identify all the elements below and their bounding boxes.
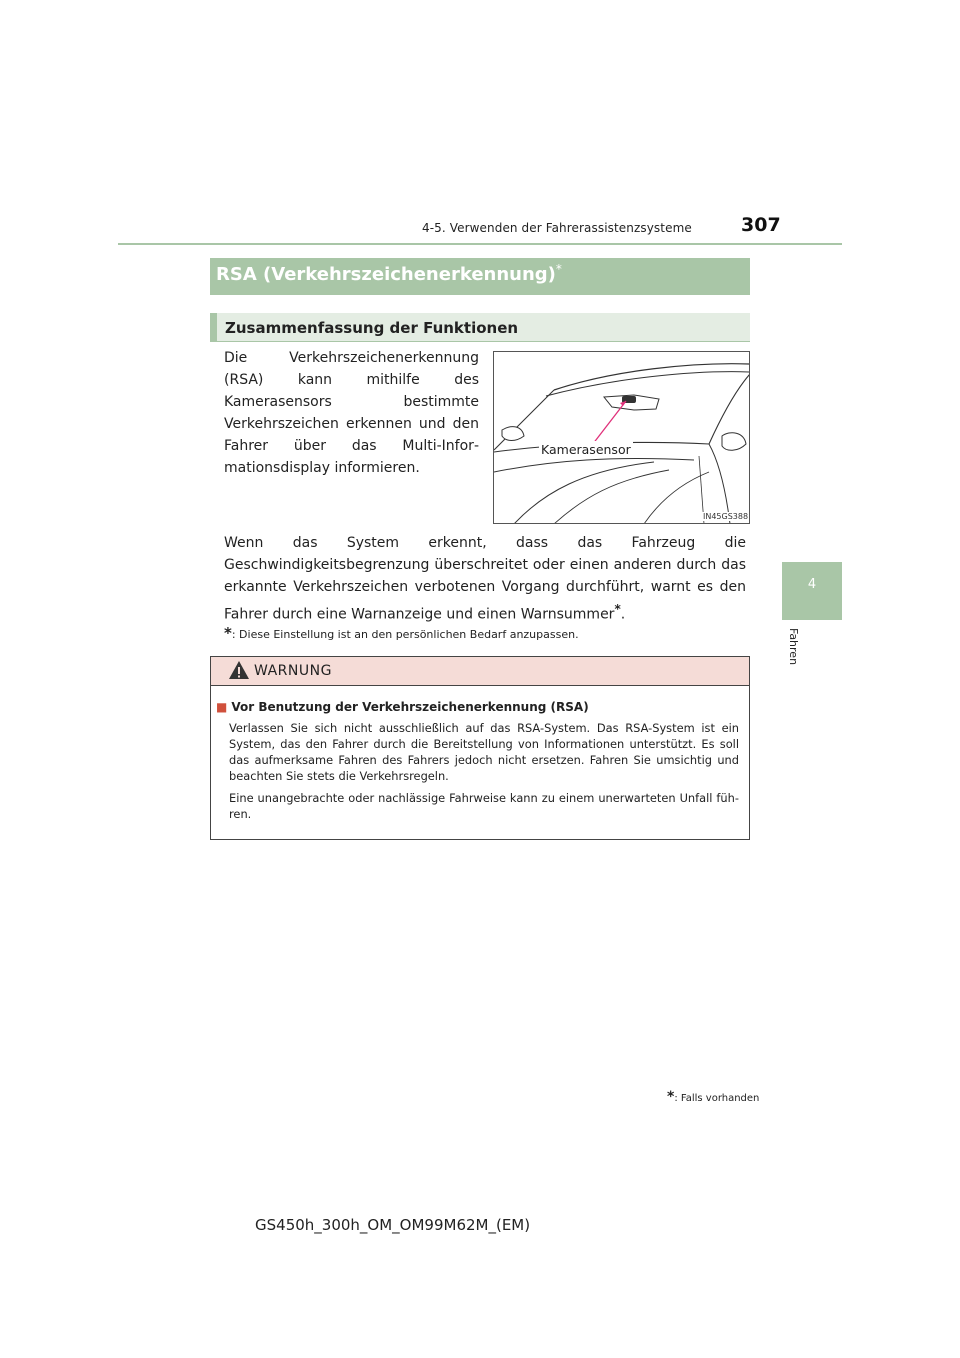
footnote-mark: * <box>224 624 232 642</box>
subsection-accent <box>210 313 217 342</box>
figure-code: IN45GS388 <box>703 512 749 521</box>
intro-paragraph: Die Verkehrszeichenerkennung (RSA) kann mithilfe des Kamerasensors bestimmte Verkehrszeichen erkennen und den Fahrer über das Multi-Informationsdisplay informieren. <box>224 350 479 476</box>
warning-title: WARNUNG <box>254 663 332 679</box>
main-paragraph-mark: * <box>614 602 621 616</box>
side-tab-number: 4 <box>807 577 817 592</box>
main-paragraph-text: Wenn das System erkennt, dass das Fahrzeug die Geschwindigkeitsbegrenzung überschreitet oder einen anderen durch das erkannte Verkehrszeichen verbotenen Vorgang durchführt, warnt es den Fahrer durch eine Warnanzeige und einen Warnsummer <box>224 535 746 623</box>
section-title <box>216 264 562 285</box>
figure-callout-label: Kamerasensor <box>541 442 631 457</box>
footnote-settings <box>224 624 579 642</box>
footnote-text: : Diese Einstellung ist an den persönlichen Bedarf anzupassen. <box>231 628 579 641</box>
main-paragraph-end: . <box>620 606 626 623</box>
section-title-text: RSA (Verkehrszeichenerkennung) <box>216 264 556 285</box>
page-number: 307 <box>741 214 781 236</box>
car-windshield-illustration <box>494 352 750 524</box>
section-title-mark: * <box>555 262 562 276</box>
warning-triangle-icon <box>228 660 250 680</box>
header-rule <box>118 243 842 245</box>
side-tab-label: Fahren <box>787 628 800 666</box>
camera-sensor-figure <box>493 351 750 524</box>
bottom-footnote <box>667 1089 759 1105</box>
bottom-footnote-text: : Falls vorhanden <box>674 1093 760 1104</box>
main-paragraph <box>224 532 746 626</box>
chapter-title: 4-5. Verwenden der Fahrerassistenzsysteme <box>422 221 692 235</box>
warning-paragraph-2: Eine unangebrachte oder nachlässige Fahrweise kann zu einem unerwarteten Unfall führen. <box>229 791 739 821</box>
warning-item-title <box>216 700 589 714</box>
document-code: GS450h_300h_OM_OM99M62M_(EM) <box>255 1216 531 1234</box>
bullet-square-icon: ■ <box>216 700 228 714</box>
warning-item-title-text: Vor Benutzung der Verkehrszeichenerkennung (RSA) <box>231 700 589 714</box>
warning-paragraph-1: Verlassen Sie sich nicht ausschließlich auf das RSA-System. Das RSA-System ist ein System, das den Fahrer durch die Bereitstellung von Informationen unterstützt. Es soll das aufmerksame Fahren des Fahrers jedoch nicht ersetzen. Fahren Sie umsichtig und beachten Sie stets die Verkehrsregeln. <box>229 721 739 783</box>
bottom-footnote-mark: * <box>667 1089 675 1105</box>
subsection-title: Zusammenfassung der Funktionen <box>225 319 519 337</box>
